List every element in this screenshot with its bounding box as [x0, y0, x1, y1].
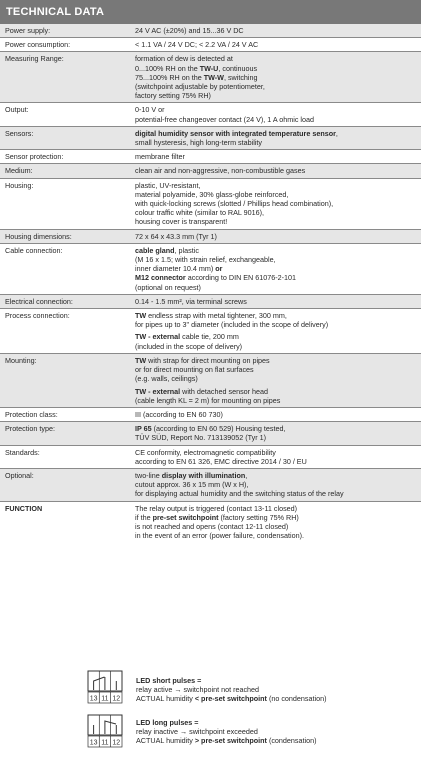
spec-value-line: [135, 246, 419, 255]
spec-value-text: III (according to EN 60 730): [135, 409, 223, 419]
spec-value: [130, 407, 421, 421]
spec-table-body: [0, 24, 421, 542]
spec-value-text: 75...100% RH on the: [135, 72, 204, 82]
spec-value-line: [135, 138, 419, 147]
spec-value: [130, 353, 421, 407]
spec-table: [0, 24, 421, 542]
spec-label: Protection class:: [0, 407, 130, 421]
spec-value-line: [135, 40, 419, 49]
led-long-title-text: LED long pulses =: [136, 718, 199, 727]
led-long-text: [136, 718, 317, 746]
spec-value: [130, 52, 421, 103]
spec-value-text: 72 x 64 x 43.3 mm (Tyr 1): [135, 231, 217, 241]
spec-value-text: according to DIN EN 61076-2-101: [185, 273, 297, 283]
spec-value-line: [135, 457, 419, 466]
spec-value-line: [135, 311, 419, 320]
spec-value-text: The relay output is triggered (contact 13-11 closed): [135, 503, 298, 513]
spec-row: [0, 294, 421, 308]
led-short-line2-b: < pre-set switchpoint: [194, 694, 267, 704]
spec-value-text: , plastic: [174, 245, 199, 255]
spec-value-line: [135, 342, 419, 351]
spec-value-text: two-line: [135, 470, 162, 480]
spec-value-text: with strap for direct mounting on pipes: [146, 355, 270, 365]
spec-value-text: 0.14 - 1.5 mm², via terminal screws: [135, 296, 247, 306]
spec-value-text: (included in the scope of delivery): [135, 341, 243, 351]
spec-value-emphasis: TW: [135, 355, 147, 365]
spec-value-text: clean air and non-aggressive, non-combustible gases: [135, 166, 306, 176]
spec-value-text: in the event of an error (power failure, condensation).: [135, 531, 305, 541]
spec-value-text: for displaying actual humidity and the switching status of the relay: [135, 489, 344, 499]
spec-value-line: [135, 531, 419, 540]
spec-value-text: (according to EN 60 529) Housing tested,: [151, 424, 286, 434]
spec-row: [0, 150, 421, 164]
spec-value-emphasis: digital humidity sensor with integrated temperature sensor: [135, 128, 336, 138]
spec-value-text: according to EN 61 326, EMC directive 2014 / 30 / EU: [135, 456, 307, 466]
spec-row: [0, 309, 421, 354]
spec-value-line: [135, 232, 419, 241]
spec-value-line: [135, 374, 419, 383]
spec-value-line: [135, 283, 419, 292]
terminal-label: 13: [89, 695, 98, 703]
spec-value-text: or for direct mounting on flat surfaces: [135, 365, 254, 375]
spec-value-text: formation of dew is detected at: [135, 54, 233, 64]
spec-value-text: (switchpoint adjustable by potentiometer,: [135, 82, 265, 92]
spec-value-text: with detached sensor head: [180, 386, 269, 396]
spec-row: [0, 501, 421, 542]
spec-value-text: (cable length KL = 2 m) for mounting on pipes: [135, 395, 281, 405]
terminal-label: 11: [101, 739, 109, 747]
led-short-line1: relay active → switchpoint not reached: [136, 685, 260, 695]
spec-value-emphasis: IP 65: [135, 424, 152, 434]
spec-label: Mounting:: [0, 353, 130, 407]
terminal-label: 12: [112, 695, 121, 703]
spec-value-emphasis: TW - external: [135, 386, 181, 396]
spec-value-line: [135, 264, 419, 273]
led-short-line2: [136, 694, 327, 703]
spec-row: [0, 24, 421, 38]
spec-value-text: inner diameter 10.4 mm): [135, 264, 216, 274]
led-long-line2-b: > pre-set switchpoint: [194, 736, 267, 746]
spec-row: [0, 407, 421, 421]
spec-value-text: (e.g. walls, ceilings): [135, 374, 198, 384]
spec-label: Medium:: [0, 164, 130, 178]
spec-value-line: [135, 513, 419, 522]
spec-value: [130, 445, 421, 468]
spec-value-text: small hysteresis, high long-term stability: [135, 138, 263, 148]
spec-value-emphasis: TW: [135, 311, 147, 321]
spec-value-line: [135, 54, 419, 63]
spec-value-text: (factory setting 75% RH): [218, 512, 299, 522]
led-short-text: [136, 676, 327, 704]
spec-value-line: [135, 217, 419, 226]
spec-value-text: 24 V AC (±20%) and 15...36 V DC: [135, 26, 244, 35]
spec-value-line: [135, 365, 419, 374]
spec-value-text: ,: [245, 470, 248, 480]
spec-value-text: ,: [335, 128, 338, 138]
spec-value-text: with quick-locking screws (slotted / Phillips head combination),: [135, 199, 334, 209]
spec-label: Housing dimensions:: [0, 229, 130, 243]
spec-value: [130, 501, 421, 542]
spec-value-line: [135, 522, 419, 531]
spec-value-text: < 1.1 VA / 24 V DC; < 2.2 VA / 24 V AC: [135, 40, 259, 50]
spec-value-line: [135, 82, 419, 91]
spec-label: Optional:: [0, 468, 130, 501]
spec-value-line: [135, 433, 419, 442]
spec-value-line: [135, 448, 419, 457]
spec-label: Process connection:: [0, 309, 130, 354]
spec-value-line: [135, 255, 419, 264]
spec-row: [0, 445, 421, 468]
led-long-title: [136, 718, 317, 727]
spec-label: Sensors:: [0, 126, 130, 149]
spec-label: Sensor protection:: [0, 150, 130, 164]
led-short-line2-a: ACTUAL humidity: [136, 694, 195, 704]
led-long-line2-c: (condensation): [266, 736, 317, 746]
spec-value-text: plastic, UV-resistant,: [135, 180, 201, 190]
spec-value-text: CE conformity, electromagnetic compatibility: [135, 447, 276, 457]
spec-row: [0, 52, 421, 103]
spec-row: [0, 243, 421, 294]
spec-value-line: [135, 105, 419, 114]
spec-value: [130, 294, 421, 308]
spec-value-line: [135, 199, 419, 208]
spec-value-text: TÜV SÜD, Report No. 713139052 (Tyr 1): [135, 433, 267, 443]
spec-value-line: [135, 387, 419, 396]
spec-value-line: [135, 64, 419, 73]
spec-value: [130, 164, 421, 178]
led-long-line1: relay inactive → switchpoint exceeded: [136, 727, 258, 737]
spec-value: [130, 178, 421, 229]
spec-value-text: factory setting 75% RH): [135, 91, 211, 101]
led-long-line2-a: ACTUAL humidity: [136, 736, 195, 746]
led-long-line2: [136, 736, 317, 745]
spec-value-text: for pipes up to 3" diameter (included in the scope of delivery): [135, 320, 329, 330]
spec-value: [130, 38, 421, 52]
spec-value-emphasis: M12 connector: [135, 273, 186, 283]
spec-value-line: [135, 208, 419, 217]
spec-value-line: [135, 166, 419, 175]
spec-value: [130, 229, 421, 243]
spec-value: [130, 150, 421, 164]
spec-row: [0, 126, 421, 149]
spec-value-line: [135, 471, 419, 480]
spec-value-text: , switching: [223, 72, 258, 82]
spec-label: Power consumption:: [0, 38, 130, 52]
spec-value-line: [135, 181, 419, 190]
terminal-label: 11: [101, 695, 109, 703]
spec-value-text: membrane filter: [135, 152, 185, 162]
spec-value-line: [135, 396, 419, 405]
spec-label: Protection type:: [0, 422, 130, 445]
spec-row: [0, 353, 421, 407]
spec-value-line: [135, 504, 419, 513]
relay-contact-diagram-open: [87, 714, 123, 748]
spec-value-line: [135, 91, 419, 100]
relay-contact-diagram-closed: [87, 670, 123, 704]
spec-value-line: [135, 129, 419, 138]
spec-row: [0, 229, 421, 243]
spec-value-text: 0-10 V or: [135, 105, 165, 115]
led-short-title-text: LED short pulses =: [136, 676, 202, 685]
spec-value: [130, 24, 421, 38]
spec-value: [130, 243, 421, 294]
spec-value: [130, 103, 421, 126]
spec-row: [0, 103, 421, 126]
spec-value-line: [135, 190, 419, 199]
spec-value-text: 0...100% RH on the: [135, 63, 200, 73]
led-short-title: [136, 676, 327, 685]
section-header-technical-data: [0, 0, 421, 24]
spec-value-text: (optional on request): [135, 282, 201, 292]
terminal-label: 12: [112, 739, 121, 747]
led-short-line2-c: (no condensation): [266, 694, 327, 704]
spec-value-text: endless strap with metal tightener, 300 mm,: [146, 311, 287, 321]
spec-label: Standards:: [0, 445, 130, 468]
spec-value-text: potential-free changeover contact (24 V), 1 A ohmic load: [135, 114, 314, 124]
spec-value-text: if the: [135, 512, 153, 522]
spec-label: Output:: [0, 103, 130, 126]
terminal-label: 13: [89, 739, 98, 747]
spec-value-line: [135, 489, 419, 498]
section-title: TECHNICAL DATA: [6, 6, 105, 18]
spec-row: [0, 38, 421, 52]
spec-value: [130, 126, 421, 149]
spec-row: [0, 178, 421, 229]
spec-value-emphasis: TW - external: [135, 332, 181, 342]
spec-value-emphasis: TW-W: [203, 72, 224, 82]
spec-value-text: material polyamide, 30% glass-globe reinforced,: [135, 189, 289, 199]
spec-label: Power supply:: [0, 24, 130, 38]
spec-value-text: , continuous: [218, 63, 258, 73]
spec-value-line: [135, 73, 419, 82]
spec-value-emphasis: display with illumination: [161, 470, 246, 480]
spec-value-line: [135, 410, 419, 419]
spec-value-emphasis: TW-U: [199, 63, 219, 73]
spec-label: Housing:: [0, 178, 130, 229]
spec-value-line: [135, 424, 419, 433]
spec-value-line: [135, 152, 419, 161]
spec-value-line: [135, 26, 419, 35]
spec-value-text: cutout approx. 36 x 15 mm (W x H),: [135, 480, 249, 490]
spec-value-emphasis: pre-set switchpoint: [152, 512, 219, 522]
spec-value: [130, 422, 421, 445]
spec-value-text: housing cover is transparent!: [135, 217, 228, 227]
spec-value-emphasis: cable gland: [135, 245, 175, 255]
spec-row: [0, 422, 421, 445]
spec-row: [0, 468, 421, 501]
spec-value-line: [135, 297, 419, 306]
spec-value-line: [135, 273, 419, 282]
spec-value: [130, 468, 421, 501]
spec-row: [0, 164, 421, 178]
spec-label: Measuring Range:: [0, 52, 130, 103]
spec-value-text: is not reached and opens (contact 12-11 closed): [135, 521, 289, 531]
spec-label: Electrical connection:: [0, 294, 130, 308]
spec-value-line: [135, 356, 419, 365]
spec-value: [130, 309, 421, 354]
spec-label: FUNCTION: [5, 503, 43, 513]
spec-value-text: colour traffic white (similar to RAL 9016),: [135, 208, 265, 218]
spec-value-line: [135, 115, 419, 124]
spec-value-text: cable tie, 200 mm: [180, 332, 239, 342]
spec-value-emphasis: or: [215, 264, 223, 274]
spec-value-text: (M 16 x 1.5; with strain relief, exchangeable,: [135, 255, 276, 265]
spec-value-line: [135, 320, 419, 329]
spec-value-line: [135, 332, 419, 341]
spec-value-line: [135, 480, 419, 489]
spec-label: Cable connection:: [0, 243, 130, 294]
